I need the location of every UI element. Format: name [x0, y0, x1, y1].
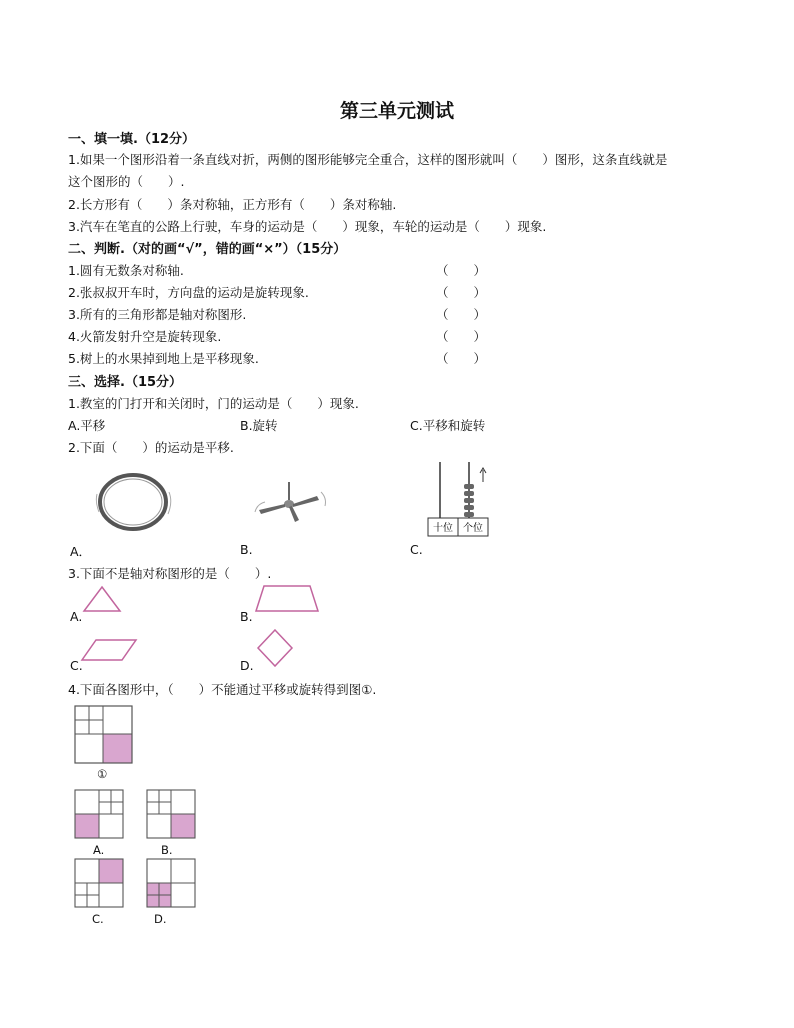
abacus-image	[428, 462, 492, 538]
page-title: 第三单元测试	[339, 100, 454, 122]
option-a-grid-figure[interactable]	[74, 789, 124, 839]
ring-image	[95, 470, 175, 530]
judge-item-4: 4.火箭发射升空是旋转现象.	[68, 329, 222, 344]
section-judge-heading: 二、判断.（对的画“√”，错的画“×”）（15分）	[68, 242, 347, 257]
option-a-label[interactable]: A.	[93, 843, 105, 857]
reference-figure-label: ①	[97, 767, 108, 781]
judge-answer-3[interactable]: （ ）	[436, 307, 487, 322]
section-choice-heading: 三、选择.（15分）	[68, 375, 183, 390]
trapezoid-shape	[254, 584, 320, 614]
option-d-grid-figure[interactable]	[146, 858, 196, 908]
judge-answer-1[interactable]: （ ）	[436, 263, 487, 278]
parallelogram-shape	[82, 638, 138, 662]
choice-q1-option-a[interactable]: A.平移	[68, 418, 106, 433]
abacus-label-ones: 个位	[463, 523, 483, 534]
judge-answer-2[interactable]: （ ）	[436, 285, 487, 300]
choice-q2-option-a[interactable]: A．	[70, 544, 92, 559]
choice-q2-option-b[interactable]: B.	[240, 542, 253, 557]
judge-item-5: 5.树上的水果掉到地上是平移现象.	[68, 351, 259, 366]
option-c-label[interactable]: C.	[92, 912, 104, 926]
choice-q1-option-c[interactable]: C.平移和旋转	[410, 418, 486, 433]
rhombus-shape	[255, 628, 295, 668]
reference-grid-figure	[74, 705, 134, 765]
abacus-label-tens: 十位	[433, 523, 453, 534]
fill-q1-line1: 1.如果一个图形沿着一条直线对折，两侧的图形能够完全重合，这样的图形就叫（ ）图形，这条直线就是	[68, 152, 668, 167]
judge-item-3: 3.所有的三角形都是轴对称图形.	[68, 307, 247, 322]
triangle-shape	[82, 585, 122, 613]
fill-q3: 3.汽车在笔直的公路上行驶，车身的运动是（ ）现象，车轮的运动是（ ）现象.	[68, 219, 547, 234]
option-b-grid-figure[interactable]	[146, 789, 196, 839]
judge-item-2: 2.张叔叔开车时，方向盘的运动是旋转现象.	[68, 285, 309, 300]
fill-q1-line2: 这个图形的（ ）.	[68, 174, 185, 189]
choice-q3-option-d[interactable]: D.	[240, 658, 254, 673]
judge-answer-5[interactable]: （ ）	[436, 351, 487, 366]
choice-q2-option-c[interactable]: C.	[410, 542, 423, 557]
choice-q3: 3.下面不是轴对称图形的是（ ）.	[68, 566, 272, 581]
section-fill-heading: 一、填一填.（12分）	[68, 132, 196, 147]
choice-q1: 1.教室的门打开和关闭时，门的运动是（ ）现象.	[68, 396, 359, 411]
choice-q2: 2.下面（ ）的运动是平移.	[68, 440, 234, 455]
option-b-label[interactable]: B.	[161, 843, 173, 857]
choice-q1-option-b[interactable]: B.旋转	[240, 418, 278, 433]
choice-q3-option-c[interactable]: C.	[70, 658, 83, 673]
option-c-grid-figure[interactable]	[74, 858, 124, 908]
choice-q4: 4.下面各图形中，（ ）不能通过平移或旋转得到图①.	[68, 682, 377, 697]
option-d-label[interactable]: D.	[154, 912, 167, 926]
choice-q3-option-b[interactable]: B.	[240, 609, 253, 624]
judge-item-1: 1.圆有无数条对称轴.	[68, 263, 184, 278]
judge-answer-4[interactable]: （ ）	[436, 329, 487, 344]
ceiling-fan-image	[255, 482, 335, 532]
fill-q2: 2.长方形有（ ）条对称轴，正方形有（ ）条对称轴.	[68, 197, 397, 212]
choice-q3-option-a[interactable]: A.	[70, 609, 83, 624]
